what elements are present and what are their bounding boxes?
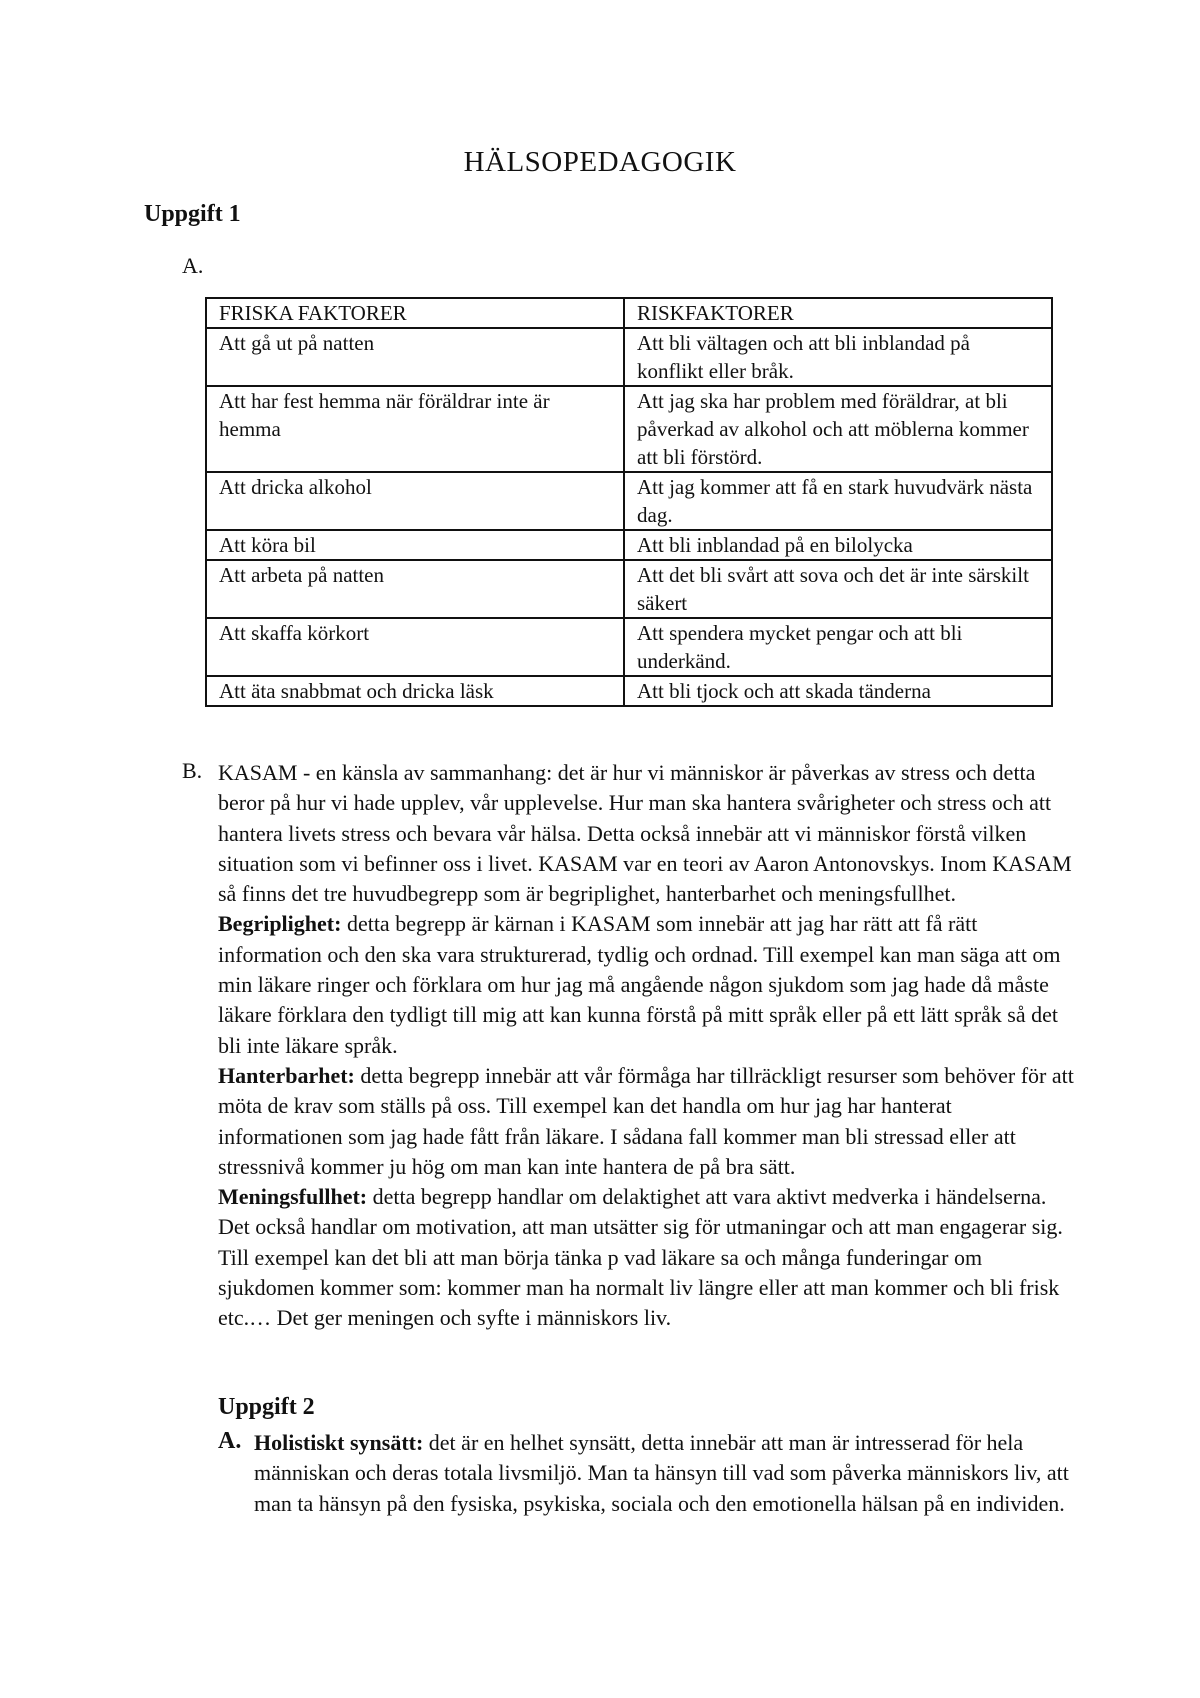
factors-table xyxy=(205,297,1053,707)
table-row xyxy=(206,560,1052,618)
begriplighet-paragraph xyxy=(218,909,1078,1060)
friska-faktor-cell: Att äta snabbmat och dricka läsk xyxy=(206,676,624,706)
friska-faktor-cell: Att gå ut på natten xyxy=(206,328,624,386)
riskfaktor-cell: Att spendera mycket pengar och att bli underkänd. xyxy=(624,618,1052,676)
document-title: HÄLSOPEDAGOGIK xyxy=(463,146,737,178)
table-row xyxy=(206,472,1052,530)
holistiskt-section xyxy=(254,1428,1074,1519)
hanterbarhet-text: detta begrepp innebär att vår förmåga har tillräckligt resurser som behöver för att möta de krav som ställs på oss. Till exempel kan det handla om hur jag har hanterat informationen som jag hade fått från läkare. I sådana fall kommer man bli stressad eller att stressnivå kommer ju hög om man kan inte hantera de på bra sätt. xyxy=(218,1062,1074,1179)
holistiskt-term: Holistiskt synsätt: xyxy=(254,1430,424,1455)
table-row xyxy=(206,618,1052,676)
riskfaktor-cell: Att jag kommer att få en stark huvudvärk nästa dag. xyxy=(624,472,1052,530)
riskfaktor-cell: Att jag ska har problem med föräldrar, at bli påverkad av alkohol och att möblerna kommer att bli förstörd. xyxy=(624,386,1052,472)
table-row xyxy=(206,328,1052,386)
riskfaktor-cell: Att bli tjock och att skada tänderna xyxy=(624,676,1052,706)
holistiskt-paragraph xyxy=(254,1428,1074,1519)
hanterbarhet-term: Hanterbarhet: xyxy=(218,1062,355,1088)
friska-faktor-cell: Att skaffa körkort xyxy=(206,618,624,676)
uppgift-1-heading: Uppgift 1 xyxy=(144,201,241,227)
header-riskfaktorer: RISKFAKTORER xyxy=(624,298,1052,328)
table-row xyxy=(206,386,1052,472)
riskfaktor-cell: Att det bli svårt att sova och det är inte särskilt säkert xyxy=(624,560,1052,618)
kasam-intro: KASAM - en känsla av sammanhang: det är hur vi människor är påverkas av stress och detta beror på hur vi hade upplev, vår upplevelse. Hur man ska hantera svårigheter och stress och att hantera livets stress och bevara vår hälsa. Detta också innebär att vi människor förstå vilken situation som vi befinner oss i livet. KASAM var en teori av Aaron Antonovskys. Inom KASAM så finns det tre huvudbegrepp som är begriplighet, hanterbarhet och meningsfullhet. xyxy=(218,760,1072,907)
uppgift-2-part-a-label: A. xyxy=(218,1428,242,1454)
meningsfullhet-text: detta begrepp handlar om delaktighet att vara aktivt medverka i händelserna. Det också handlar om motivation, att man utsätter sig för utmaningar och att man engagerar sig. Till exempel kan det bli att man börja tänka p vad läkare sa och många funderingar om sjukdomen kommer som: kommer man ha normalt liv längre eller att man kommer och bli frisk etc.… Det ger meningen och syfte i människors liv. xyxy=(218,1184,1063,1331)
header-friska-faktorer: FRISKA FAKTORER xyxy=(206,298,624,328)
friska-faktor-cell: Att arbeta på natten xyxy=(206,560,624,618)
begriplighet-text: detta begrepp är kärnan i KASAM som innebär att jag har rätt att få rätt information och den ska vara strukturerad, tydlig och ordnad. Till exempel kan man säga att om min läkare ringer och förklara om hur jag må angående någon sjukdom som jag hade då måste läkare förklara den tydligt till mig att kan kunna förstå på mitt språk eller på ett lätt språk så det bli inte läkare språk. xyxy=(218,911,1061,1058)
holistiskt-text: det är en helhet synsätt, detta innebär att man är intresserad för hela människan och deras totala livsmiljö. Man ta hänsyn till vad som påverka människors liv, att man ta hänsyn på den fysiska, psykiska, sociala och den emotionella hälsan på en individen. xyxy=(254,1430,1069,1516)
table-header-row xyxy=(206,298,1052,328)
meningsfullhet-term: Meningsfullhet: xyxy=(218,1184,368,1210)
begriplighet-term: Begriplighet: xyxy=(218,911,342,937)
hanterbarhet-paragraph xyxy=(218,1061,1078,1182)
kasam-section xyxy=(218,758,1078,1334)
uppgift-2-heading: Uppgift 2 xyxy=(218,1394,315,1420)
friska-faktor-cell: Att har fest hemma när föräldrar inte är hemma xyxy=(206,386,624,472)
part-b-label: B. xyxy=(182,758,203,783)
meningsfullhet-paragraph xyxy=(218,1182,1078,1333)
table-row xyxy=(206,676,1052,706)
table-row xyxy=(206,530,1052,560)
riskfaktor-cell: Att bli vältagen och att bli inblandad på konflikt eller bråk. xyxy=(624,328,1052,386)
friska-faktor-cell: Att dricka alkohol xyxy=(206,472,624,530)
riskfaktor-cell: Att bli inblandad på en bilolycka xyxy=(624,530,1052,560)
friska-faktor-cell: Att köra bil xyxy=(206,530,624,560)
part-a-label: A. xyxy=(182,253,204,278)
